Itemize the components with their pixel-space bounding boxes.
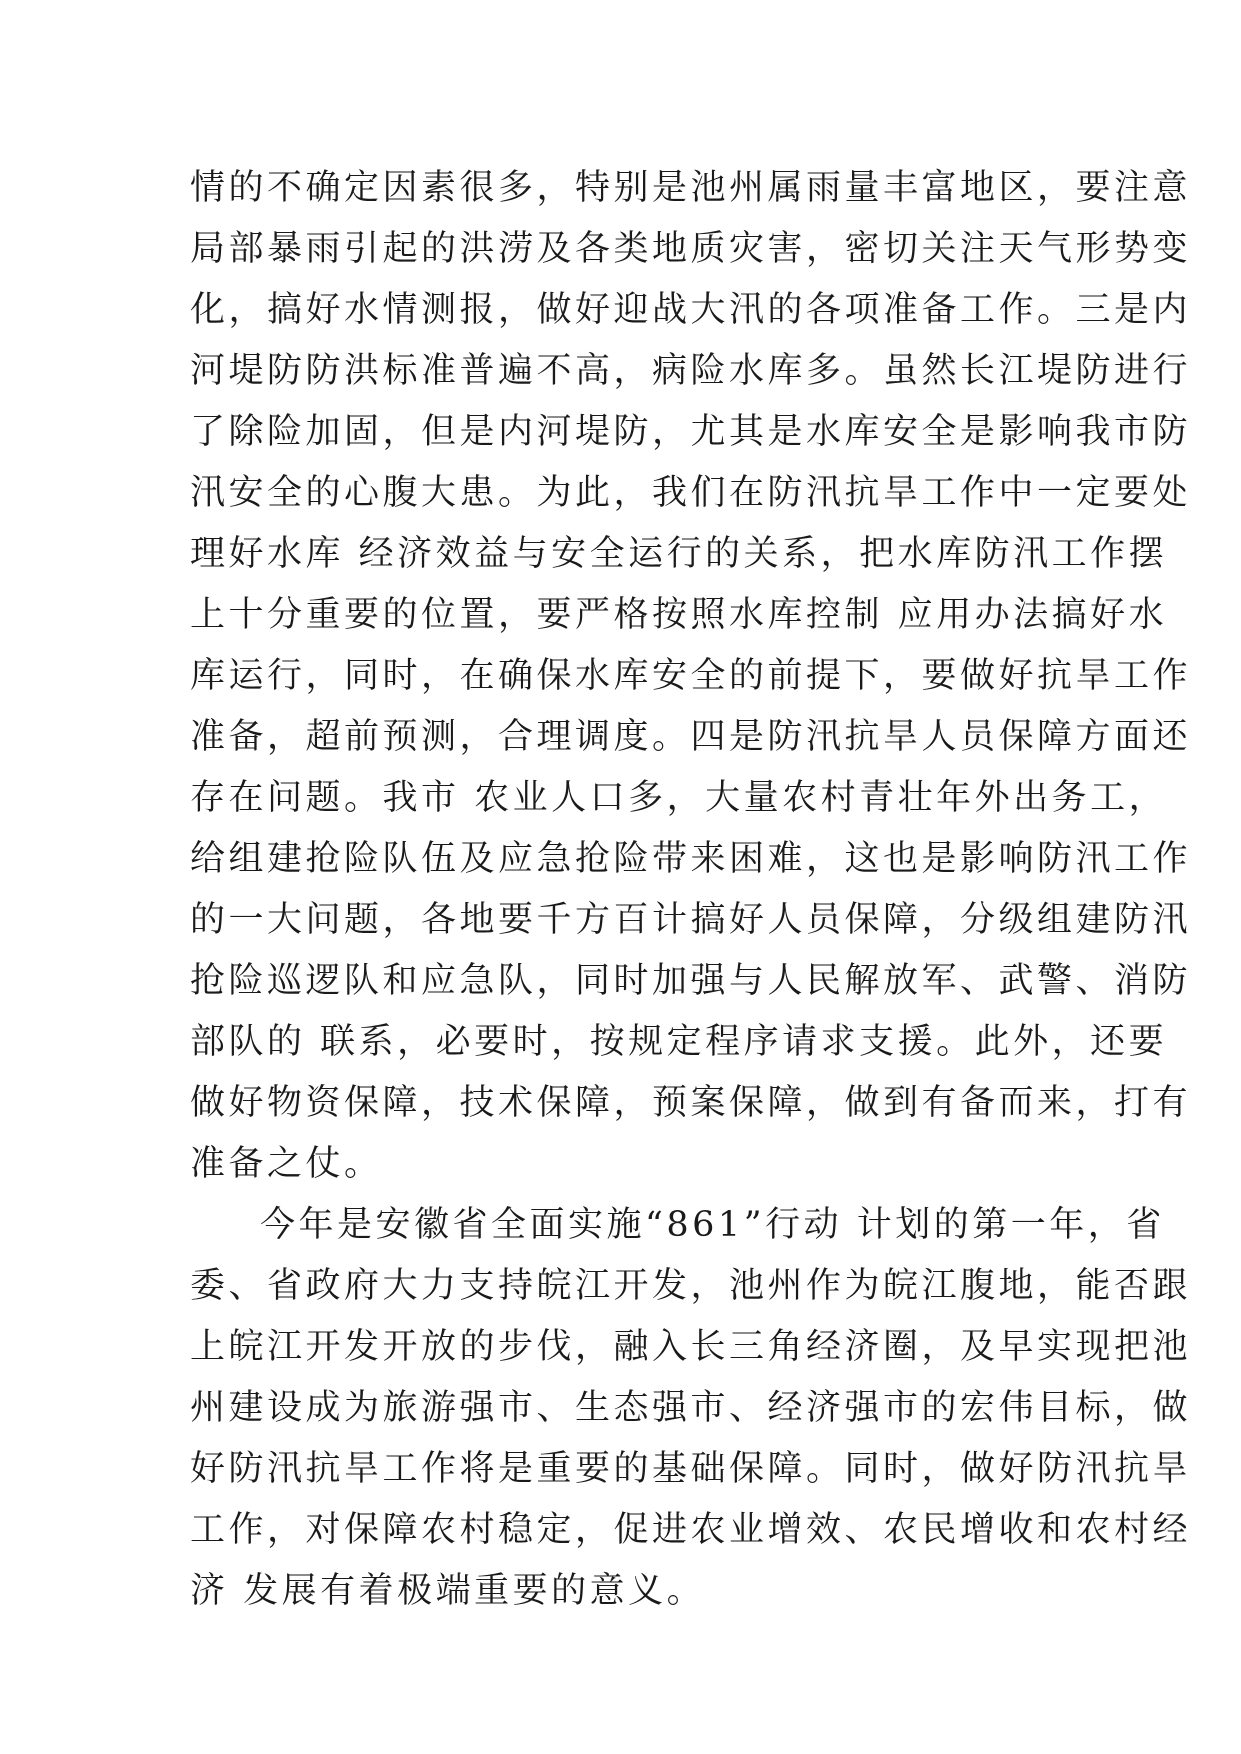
body-text: [190, 158, 1192, 1622]
text-line: 济 发展有着极端重要的意义。: [190, 1571, 706, 1611]
text-line: 做好物资保障，技术保障，预案保障，做到有备而来，打有: [190, 1083, 1192, 1123]
text-line: 汛安全的心腹大患。为此，我们在防汛抗旱工作中一定要处: [190, 473, 1192, 513]
text-line: 准备，超前预测，合理调度。四是防汛抗旱人员保障方面还: [190, 717, 1192, 757]
paragraph-2: [190, 1195, 1192, 1622]
paragraph-1: [190, 158, 1192, 1195]
text-line: 给组建抢险队伍及应急抢险带来困难，这也是影响防汛工作: [190, 839, 1192, 879]
text-line: 库运行，同时，在确保水库安全的前提下，要做好抗旱工作: [190, 656, 1192, 696]
text-line: 上十分重要的位置，要严格按照水库控制 应用办法搞好水: [190, 595, 1168, 635]
text-line: 了除险加固，但是内河堤防，尤其是水库安全是影响我市防: [190, 412, 1192, 452]
text-line: 今年是安徽省全面实施“861”行动 计划的第一年，省: [260, 1205, 1165, 1245]
text-line: 抢险巡逻队和应急队，同时加强与人民解放军、武警、消防: [190, 961, 1192, 1001]
text-line: 化，搞好水情测报，做好迎战大汛的各项准备工作。三是内: [190, 290, 1192, 330]
text-line: 上皖江开发开放的步伐，融入长三角经济圈，及早实现把池: [190, 1327, 1192, 1367]
text-line: 准备之仗。: [190, 1144, 383, 1184]
text-line: 州建设成为旅游强市、生态强市、经济强市的宏伟目标，做: [190, 1388, 1192, 1428]
text-line: 局部暴雨引起的洪涝及各类地质灾害，密切关注天气形势变: [190, 229, 1192, 269]
text-line: 工作，对保障农村稳定，促进农业增效、农民增收和农村经: [190, 1510, 1192, 1550]
text-line: 委、省政府大力支持皖江开发，池州作为皖江腹地，能否跟: [190, 1266, 1192, 1306]
text-line: 河堤防防洪标准普遍不高，病险水库多。虽然长江堤防进行: [190, 351, 1192, 391]
text-line: 情的不确定因素很多，特别是池州属雨量丰富地区，要注意: [190, 168, 1192, 208]
text-line: 的一大问题，各地要千方百计搞好人员保障，分级组建防汛: [190, 900, 1192, 940]
text-line: 存在问题。我市 农业人口多，大量农村青壮年外出务工，: [190, 778, 1168, 818]
text-line: 理好水库 经济效益与安全运行的关系，把水库防汛工作摆: [190, 534, 1168, 574]
text-line: 部队的 联系，必要时，按规定程序请求支援。此外，还要: [190, 1022, 1168, 1062]
text-line: 好防汛抗旱工作将是重要的基础保障。同时，做好防汛抗旱: [190, 1449, 1192, 1489]
